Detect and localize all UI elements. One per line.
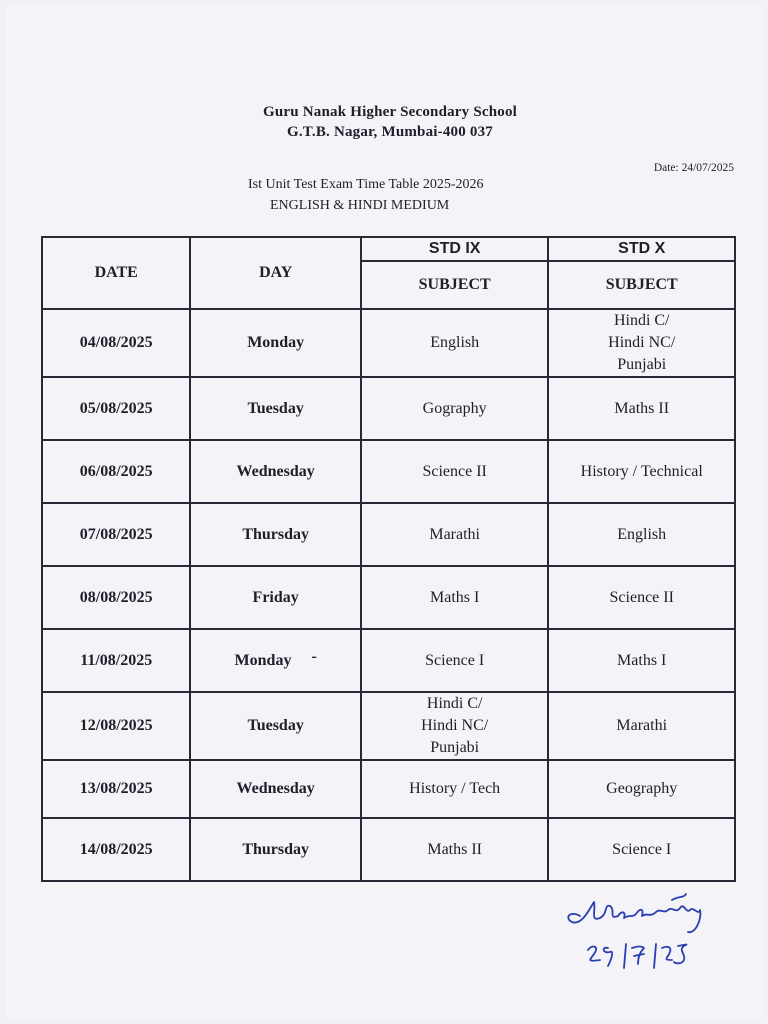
- cell-day-label: Tuesday: [247, 717, 304, 734]
- subject-line: Maths I: [430, 588, 480, 606]
- subject-line: Science I: [612, 840, 672, 858]
- cell-subject-ix: [361, 692, 549, 760]
- cell-subject-x: [548, 692, 735, 760]
- table-row: [42, 692, 735, 760]
- cell-subject-ix: [361, 566, 549, 629]
- subject-line: Maths II: [614, 399, 670, 417]
- subject-line: Marathi: [429, 525, 480, 543]
- school-address: G.T.B. Nagar, Mumbai-400 037: [286, 124, 494, 140]
- cell-subject-x: [548, 440, 735, 503]
- school-name: Guru Nanak Higher Secondary School: [262, 104, 518, 120]
- subject-line: Hindi NC/: [421, 717, 489, 734]
- cell-day-label: Monday: [247, 334, 305, 351]
- subject-line: History / Tech: [409, 780, 501, 797]
- cell-day: [190, 440, 360, 503]
- subject-line: Marathi: [616, 717, 668, 734]
- cell-date: 07/08/2025: [42, 503, 190, 566]
- cell-subject-ix: [361, 503, 549, 566]
- subject-line: Science II: [609, 588, 674, 606]
- cell-date: 11/08/2025: [42, 629, 190, 692]
- subject-line: Hindi NC/: [608, 334, 676, 351]
- subject-line: Maths II: [427, 840, 482, 858]
- table-row: [42, 818, 735, 881]
- subject-line: Hindi C/: [613, 312, 670, 329]
- table-row: [42, 566, 735, 629]
- header-subject-x: SUBJECT: [548, 261, 735, 309]
- header-date: DATE: [42, 237, 190, 309]
- cell-subject-ix: [361, 760, 549, 818]
- cell-day: [190, 629, 360, 692]
- subject-line: Science I: [425, 651, 485, 669]
- cell-date: 12/08/2025: [42, 692, 190, 760]
- cell-subject-x: [548, 377, 735, 440]
- cell-day: [190, 566, 360, 629]
- cell-subject-x: [548, 309, 735, 377]
- header-day: DAY: [190, 237, 360, 309]
- subject-line: History / Technical: [580, 462, 703, 480]
- cell-date: 14/08/2025: [42, 818, 190, 881]
- cell-subject-x: [548, 503, 735, 566]
- cell-day: [190, 503, 360, 566]
- table-row: [42, 503, 735, 566]
- medium-line: ENGLISH & HINDI MEDIUM: [270, 198, 450, 213]
- cell-date: 08/08/2025: [42, 566, 190, 629]
- cell-date: 04/08/2025: [42, 309, 190, 377]
- timetable: [41, 236, 736, 882]
- subject-line: English: [430, 334, 480, 351]
- subject-line: English: [617, 525, 667, 543]
- table-row: [42, 377, 735, 440]
- subject-line: Punjabi: [430, 739, 480, 756]
- table-row: [42, 440, 735, 503]
- table-row: [42, 629, 735, 692]
- header-std-ix: STD IX: [361, 237, 549, 261]
- cell-subject-x: [548, 818, 735, 881]
- cell-day-label: Tuesday: [247, 399, 304, 417]
- exam-title: Ist Unit Test Exam Time Table 2025-2026: [248, 177, 484, 192]
- subject-line: Punjabi: [617, 356, 667, 373]
- cell-subject-x: [548, 566, 735, 629]
- subject-line: Gography: [422, 399, 487, 417]
- cell-subject-ix: [361, 818, 549, 881]
- cell-day: [190, 309, 360, 377]
- timetable-body: [42, 309, 735, 881]
- table-row: [42, 760, 735, 818]
- signature: [560, 888, 730, 978]
- subject-line: Science II: [422, 462, 487, 480]
- cell-day-label: Thursday: [242, 525, 310, 543]
- cell-day-label: Friday: [252, 588, 299, 606]
- cell-day-label: Monday: [234, 651, 292, 669]
- subject-line: Maths I: [617, 651, 667, 669]
- cell-subject-x: [548, 760, 735, 818]
- subject-line: Geography: [606, 780, 678, 797]
- cell-day: [190, 760, 360, 818]
- cell-subject-ix: [361, 629, 549, 692]
- cell-date: 05/08/2025: [42, 377, 190, 440]
- cell-day: [190, 377, 360, 440]
- cell-day-label: Thursday: [242, 840, 310, 858]
- table-row: [42, 309, 735, 377]
- issue-date: Date: 24/07/2025: [653, 162, 734, 174]
- cell-subject-ix: [361, 309, 549, 377]
- cell-day: [190, 692, 360, 760]
- cell-day-label: Wednesday: [236, 780, 315, 797]
- cell-date: 13/08/2025: [42, 760, 190, 818]
- cell-subject-ix: [361, 377, 549, 440]
- header-std-x: STD X: [548, 237, 735, 261]
- cell-subject-x: [548, 629, 735, 692]
- stray-mark: -: [311, 647, 317, 665]
- cell-date: 06/08/2025: [42, 440, 190, 503]
- header-subject-ix: SUBJECT: [361, 261, 549, 309]
- cell-day-label: Wednesday: [236, 462, 315, 480]
- cell-day: [190, 818, 360, 881]
- subject-line: Hindi C/: [426, 695, 483, 712]
- cell-subject-ix: [361, 440, 549, 503]
